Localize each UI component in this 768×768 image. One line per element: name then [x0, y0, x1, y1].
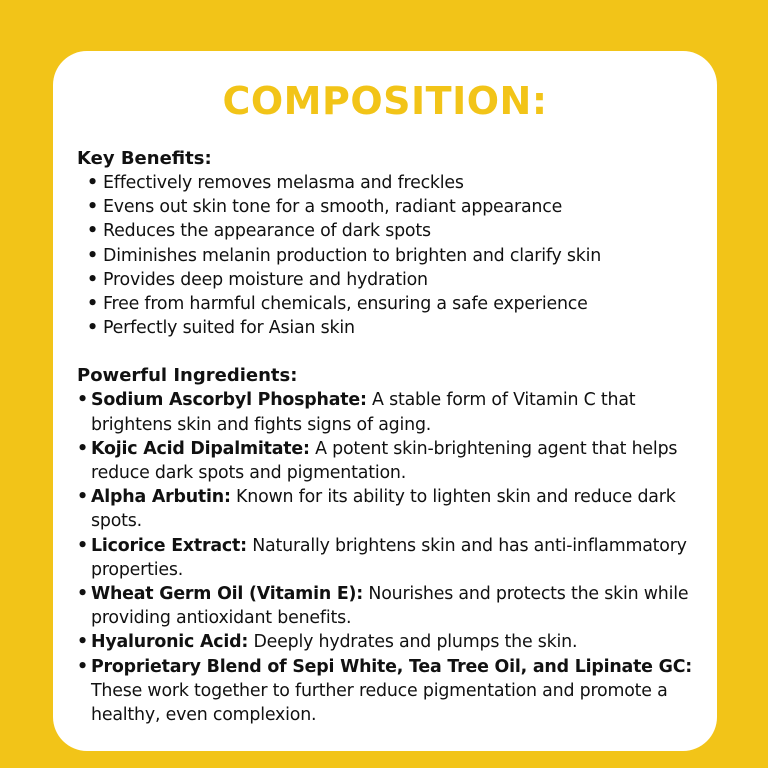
ingredient-description: Deeply hydrates and plumps the skin. — [248, 632, 578, 653]
bullet-icon: • — [87, 197, 98, 218]
benefit-item: • Free from harmful chemicals, ensuring a safe experience — [77, 292, 717, 316]
ingredient-name: Kojic Acid Dipalmitate: — [91, 438, 310, 459]
bullet-icon: • — [87, 318, 98, 339]
ingredient-name: Proprietary Blend of Sepi White, Tea Tree Oil, and Lipinate GC: — [91, 656, 693, 677]
ingredient-name: Sodium Ascorbyl Phosphate: — [91, 390, 367, 411]
ingredients-list — [77, 388, 717, 727]
benefit-item: • Diminishes melanin production to brighten and clarify skin — [77, 244, 717, 268]
bullet-icon: • — [77, 438, 88, 459]
ingredient-item — [77, 437, 701, 485]
bullet-icon: • — [87, 173, 98, 193]
ingredients-heading: Powerful Ingredients: — [77, 365, 298, 387]
ingredient-name: Hyaluronic Acid: — [91, 632, 249, 653]
ingredient-item — [77, 534, 701, 582]
bullet-icon: • — [77, 535, 88, 556]
ingredient-item — [77, 655, 701, 728]
key-benefits-list — [77, 171, 717, 340]
bullet-icon: • — [77, 656, 88, 677]
ingredient-description: A potent skin-brightening agent that helps reduce dark spots and pigmentation. — [91, 438, 678, 484]
ingredient-item — [77, 485, 701, 533]
page-title: COMPOSITION: — [222, 79, 548, 123]
ingredient-description: Naturally brightens skin and has anti-inflammatory properties. — [91, 535, 687, 580]
bullet-icon: • — [77, 390, 88, 411]
bullet-icon: • — [77, 487, 88, 508]
ingredient-description: Nourishes and protects the skin while providing antioxidant benefits. — [91, 584, 689, 629]
ingredient-name: Licorice Extract: — [91, 535, 247, 556]
bullet-icon: • — [87, 269, 98, 290]
ingredient-item — [77, 582, 701, 630]
ingredient-name: Alpha Arbutin: — [91, 487, 231, 508]
ingredient-description: These work together to further reduce pigmentation and promote a healthy, even complexion. — [91, 680, 668, 726]
benefit-item: • Provides deep moisture and hydration — [77, 268, 717, 292]
benefit-item: • Reduces the appearance of dark spots — [77, 219, 717, 243]
ingredient-item — [77, 630, 701, 654]
ingredient-name: Wheat Germ Oil (Vitamin E): — [91, 584, 364, 605]
benefit-item: • Evens out skin tone for a smooth, radiant appearance — [77, 195, 717, 219]
bullet-icon: • — [87, 245, 98, 266]
composition-card — [53, 51, 717, 751]
bullet-icon: • — [77, 632, 88, 653]
key-benefits-heading: Key Benefits: — [77, 148, 212, 169]
ingredient-item — [77, 388, 701, 436]
bullet-icon: • — [87, 221, 98, 242]
benefit-item: • Perfectly suited for Asian skin — [77, 316, 717, 340]
ingredient-description: A stable form of Vitamin C that brightens skin and fights signs of aging. — [91, 390, 636, 435]
benefit-item: • Effectively removes melasma and freckles — [77, 171, 717, 195]
ingredient-description: Known for its ability to lighten skin and reduce dark spots. — [91, 487, 676, 532]
bullet-icon: • — [87, 294, 98, 315]
bullet-icon: • — [77, 584, 88, 605]
